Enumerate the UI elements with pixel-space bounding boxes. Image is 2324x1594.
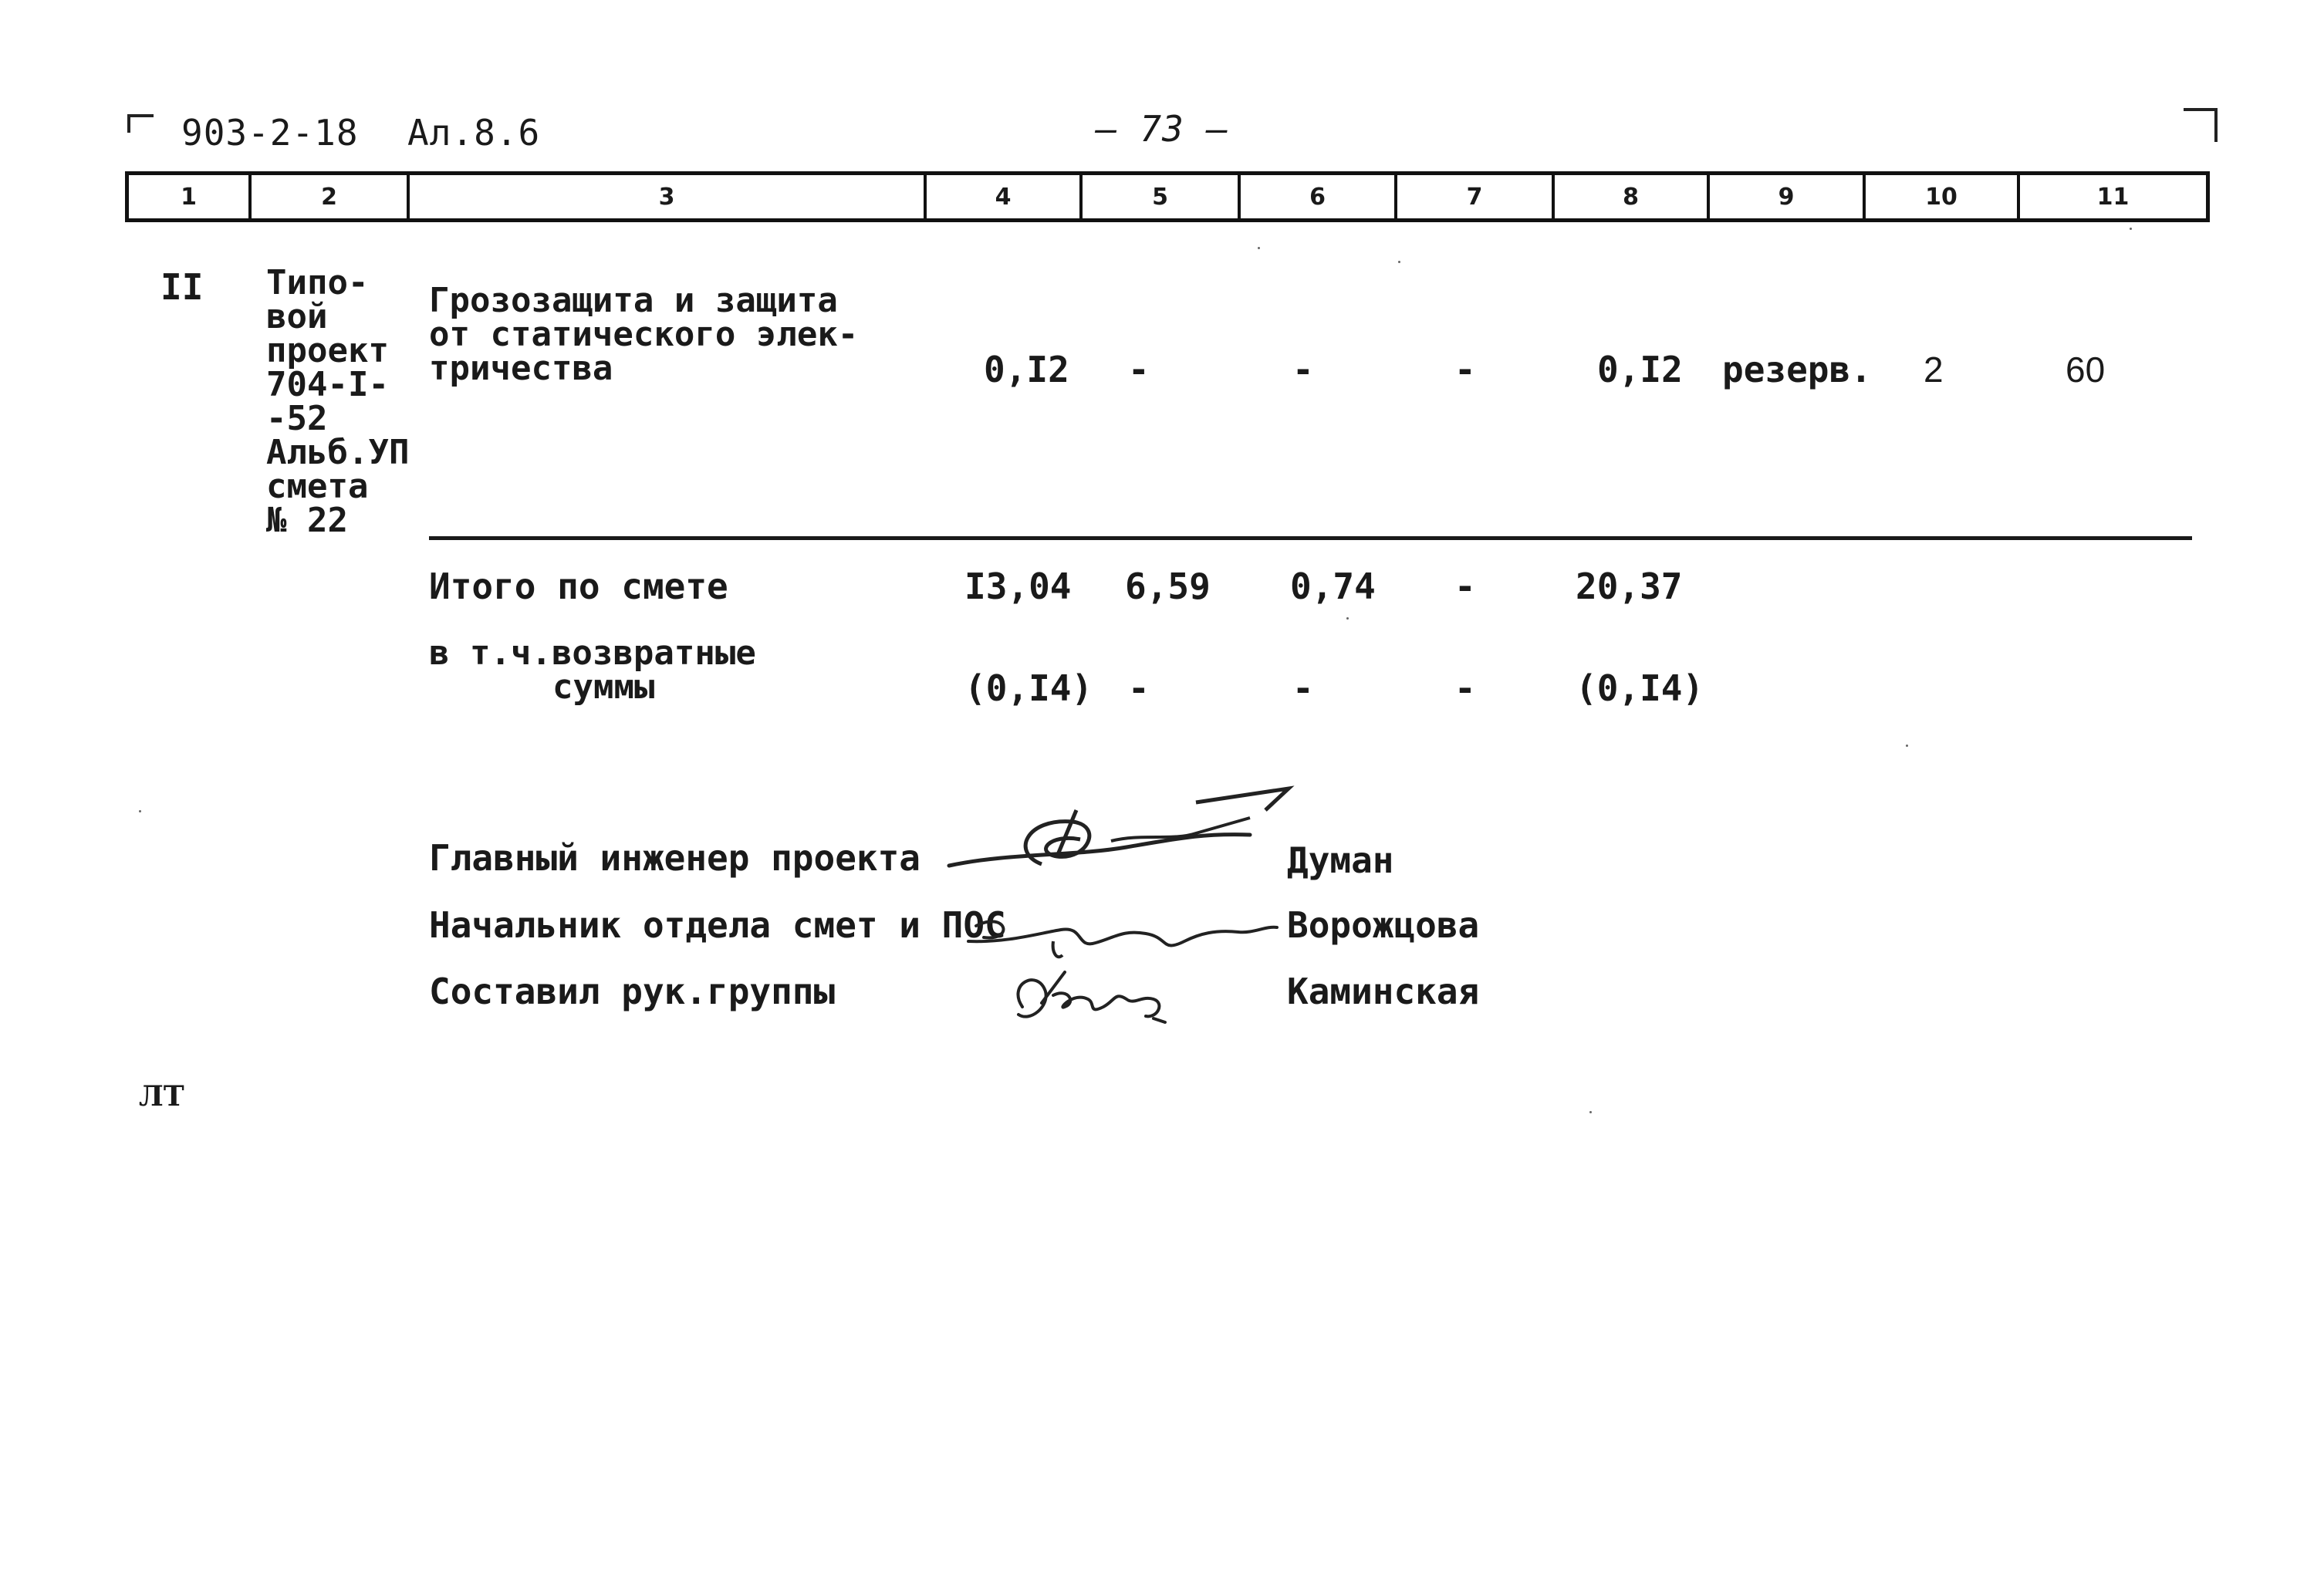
signature-role: Начальник отдела смет и ПОС (429, 904, 1006, 946)
column-number: 1 (181, 183, 197, 211)
item-name-line: тричества (429, 349, 613, 388)
column-number: 2 (321, 183, 337, 211)
total-col7-value: - (1454, 566, 1476, 607)
scan-speck (1589, 1111, 1592, 1113)
row-number: II (160, 266, 204, 308)
total-separator-line (429, 536, 2192, 540)
column-number: 8 (1623, 183, 1639, 211)
total-label: Итого по смете (429, 566, 728, 607)
scan-speck (1906, 745, 1908, 747)
column-number: 7 (1466, 183, 1483, 211)
row-col10-value: 2 (1924, 350, 1944, 390)
returnable-col8-value: (0,I4) (1576, 667, 1704, 709)
basis-line: проект (266, 331, 389, 370)
column-number: 11 (2096, 183, 2130, 211)
signature-name: Каминская (1287, 971, 1480, 1012)
basis-line: Альб.УП (266, 433, 410, 472)
signature-role: Составил рук.группы (429, 971, 836, 1012)
basis-reference (266, 263, 410, 540)
basis-line: 704-I- (266, 365, 389, 404)
signature-name: Думан (1287, 839, 1394, 881)
returnable-col5-value: - (1128, 667, 1150, 709)
item-name-line: Грозозащита и защита (429, 281, 838, 320)
row-col6-value: - (1292, 349, 1314, 390)
returnable-label-line: в т.ч.возвратные (429, 633, 756, 673)
column-number-strip (125, 171, 2210, 222)
page-number: — 73 — (1096, 108, 1229, 150)
album-number: Ал.8.6 (407, 112, 541, 154)
row-col8-value: 0,I2 (1597, 349, 1683, 390)
total-col8-value: 20,37 (1576, 566, 1683, 607)
column-number: 6 (1309, 183, 1326, 211)
column-number: 5 (1152, 183, 1168, 211)
column-number: 9 (1778, 183, 1795, 211)
column-number: 4 (995, 183, 1012, 211)
total-col6-value: 0,74 (1290, 566, 1376, 607)
total-col4-value: I3,04 (964, 566, 1072, 607)
basis-line: № 22 (266, 501, 348, 540)
scan-speck (1258, 247, 1260, 249)
item-name-line: от статического элек- (429, 315, 859, 354)
handwritten-signature-1 (941, 779, 1296, 880)
footer-mark: ЛТ (139, 1080, 184, 1113)
row-col11-value: 60 (2066, 350, 2106, 390)
scan-speck (2130, 228, 2132, 230)
returnable-col6-value: - (1292, 667, 1314, 709)
row-col9-value: резерв. (1722, 349, 1872, 390)
basis-line: -52 (266, 399, 328, 438)
column-number: 3 (658, 183, 675, 211)
row-col7-value: - (1454, 349, 1476, 390)
corner-mark-right (2184, 108, 2218, 142)
signature-role: Главный инженер проекта (429, 837, 920, 879)
item-name (429, 281, 859, 388)
corner-mark-left (127, 114, 154, 133)
total-col5-value: 6,59 (1125, 566, 1211, 607)
returnable-col4-value: (0,I4) (964, 667, 1093, 709)
row-col5-value: - (1128, 349, 1150, 390)
basis-line: вой (266, 297, 328, 336)
handwritten-signature-3 (999, 961, 1200, 1030)
scan-speck (1346, 617, 1349, 620)
basis-line: Типо- (266, 263, 369, 302)
returnable-col7-value: - (1454, 667, 1476, 709)
basis-line: смета (266, 467, 369, 506)
scan-speck (139, 810, 141, 812)
column-number: 10 (1925, 183, 1957, 211)
scan-speck (1398, 261, 1400, 263)
returnable-label-line: суммы (552, 667, 655, 707)
signature-name: Ворожцова (1287, 904, 1480, 946)
handwritten-signature-2 (961, 895, 1300, 964)
returnable-label (429, 633, 756, 707)
row-col4-value: 0,I2 (984, 349, 1069, 390)
document-code: 903-2-18 (181, 112, 359, 154)
